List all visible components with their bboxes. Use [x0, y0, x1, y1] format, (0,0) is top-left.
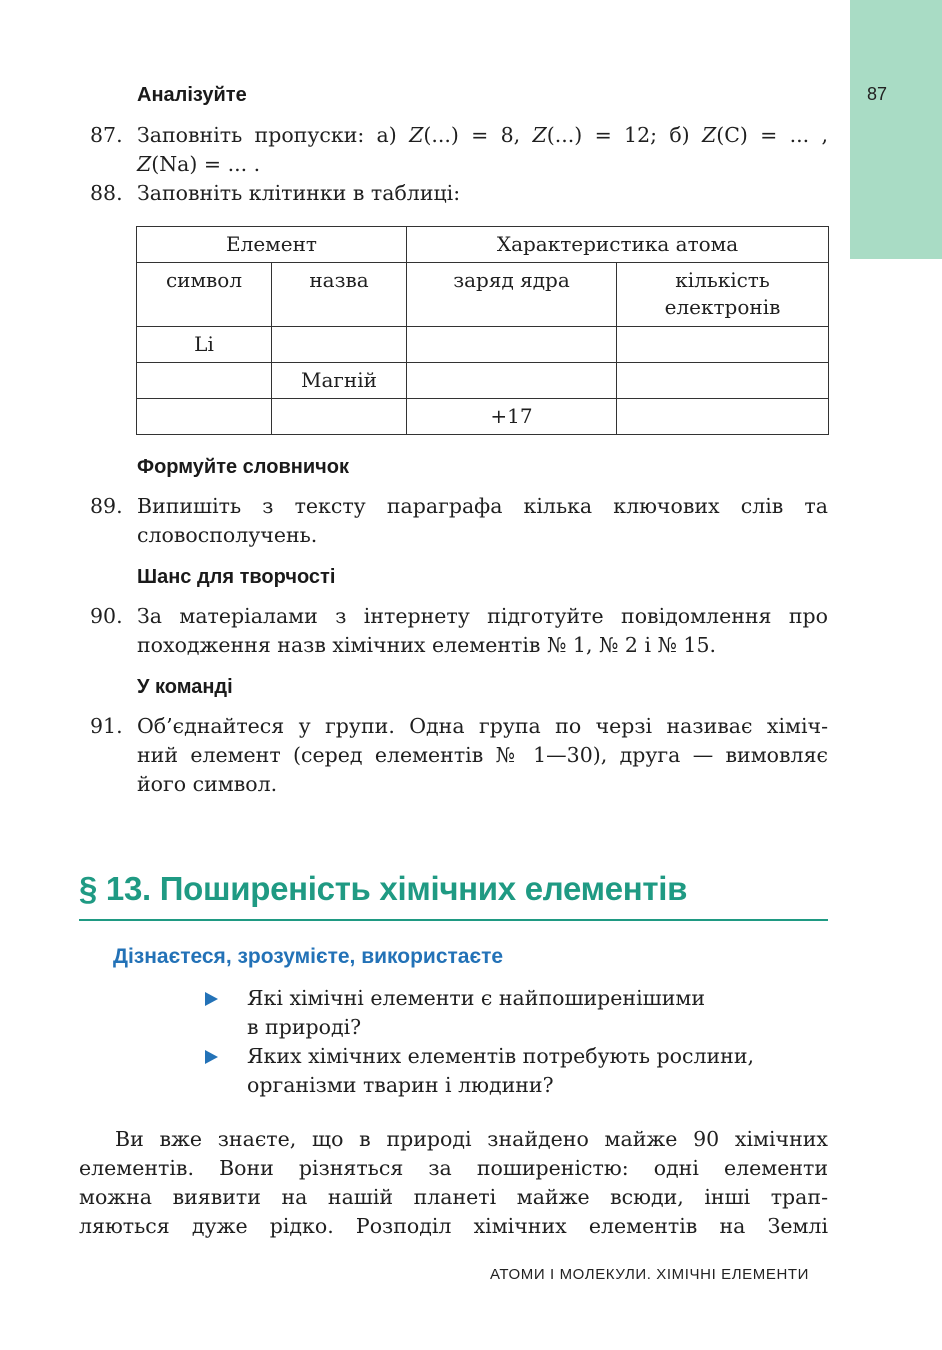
table-row — [137, 363, 829, 399]
table-cell: Li — [137, 327, 272, 363]
goal-text-line: Які хімічні елементи є найпоширенішими — [247, 986, 705, 1010]
task-text-line: Заповніть пропуски: а) Z(...) = 8, Z(...) = 12; б) Z(C) = ... , — [137, 123, 828, 147]
task-text-line: За матеріалами з інтернету підготуйте повідомлення про — [137, 604, 828, 628]
task-text-line: його символ. — [137, 772, 278, 796]
triangle-bullet-icon — [205, 1050, 218, 1064]
table-cell: +17 — [407, 399, 617, 435]
table-header-characteristic: Характеристика атома — [407, 227, 829, 263]
section-divider — [79, 919, 828, 921]
task-88 — [90, 179, 828, 208]
task-number: 87. — [90, 123, 123, 147]
goal-text-line: в природі? — [247, 1015, 362, 1039]
atom-characteristics-table — [136, 226, 829, 435]
task-number: 91. — [90, 714, 123, 738]
task-text-line: Z(Na) = ... . — [137, 152, 261, 176]
table-cell — [137, 363, 272, 399]
intro-paragraph — [79, 1125, 828, 1241]
column-header-symbol: символ — [137, 263, 272, 327]
table-cell — [272, 399, 407, 435]
learning-goal-item — [205, 984, 825, 1042]
task-91 — [90, 712, 828, 799]
subheading-team: У команді — [137, 676, 233, 698]
task-89 — [90, 492, 828, 550]
table-cell — [617, 327, 829, 363]
task-number: 88. — [90, 181, 123, 205]
task-text-line: походження назв хімічних елементів № 1, № 2 і № 15. — [137, 633, 717, 657]
column-header-electrons: кількість електронів — [617, 263, 829, 327]
subheading-creativity: Шанс для творчості — [137, 566, 336, 588]
paragraph-line: ляються дуже рідко. Розподіл хімічних елементів на Землі — [79, 1214, 828, 1238]
table-cell — [137, 399, 272, 435]
table-cell — [617, 399, 829, 435]
table-row — [137, 399, 829, 435]
table-cell: Магній — [272, 363, 407, 399]
task-text-line: ний елемент (серед елементів № 1—30), друга — вимовляє — [137, 743, 828, 767]
task-text-line: Випишіть з тексту параграфа кілька ключових слів та — [137, 494, 828, 518]
goal-text-line: організми тварин і людини? — [247, 1073, 554, 1097]
paragraph-line: можна виявити на нашій планеті майже всюди, інші трап- — [79, 1185, 828, 1209]
learning-goals-heading: Дізнаєтеся, зрозумієте, використаєте — [113, 945, 504, 968]
page-number: 87 — [867, 84, 888, 104]
task-number: 90. — [90, 604, 123, 628]
triangle-bullet-icon — [205, 992, 218, 1006]
table-cell — [407, 327, 617, 363]
paragraph-line: Ви вже знаєте, що в природі знайдено майже 90 хімічних — [115, 1127, 828, 1151]
column-header-charge: заряд ядра — [407, 263, 617, 327]
table-row — [137, 327, 829, 363]
learning-goal-item — [205, 1042, 825, 1100]
task-number: 89. — [90, 494, 123, 518]
task-90 — [90, 602, 828, 660]
subheading-analyze: Аналізуйте — [137, 84, 247, 106]
table-cell — [407, 363, 617, 399]
task-text-line: словосполучень. — [137, 523, 318, 547]
table-cell — [617, 363, 829, 399]
running-footer: АТОМИ І МОЛЕКУЛИ. ХІМІЧНІ ЕЛЕМЕНТИ — [490, 1266, 810, 1283]
table-header-element: Елемент — [137, 227, 407, 263]
task-text-line: Об’єднайтеся у групи. Одна група по черзі називає хіміч- — [137, 714, 828, 738]
task-87 — [90, 121, 828, 179]
subheading-dictionary: Формуйте словничок — [137, 456, 349, 478]
goal-text-line: Яких хімічних елементів потребують рослини, — [247, 1044, 755, 1068]
table-cell — [272, 327, 407, 363]
paragraph-line: елементів. Вони різняться за поширеністю: одні елементи — [79, 1156, 828, 1180]
column-header-name: назва — [272, 263, 407, 327]
task-text-line: Заповніть клітинки в таблиці: — [137, 181, 461, 205]
section-title: § 13. Поширеність хімічних елементів — [79, 870, 688, 907]
chapter-tab — [850, 0, 942, 259]
